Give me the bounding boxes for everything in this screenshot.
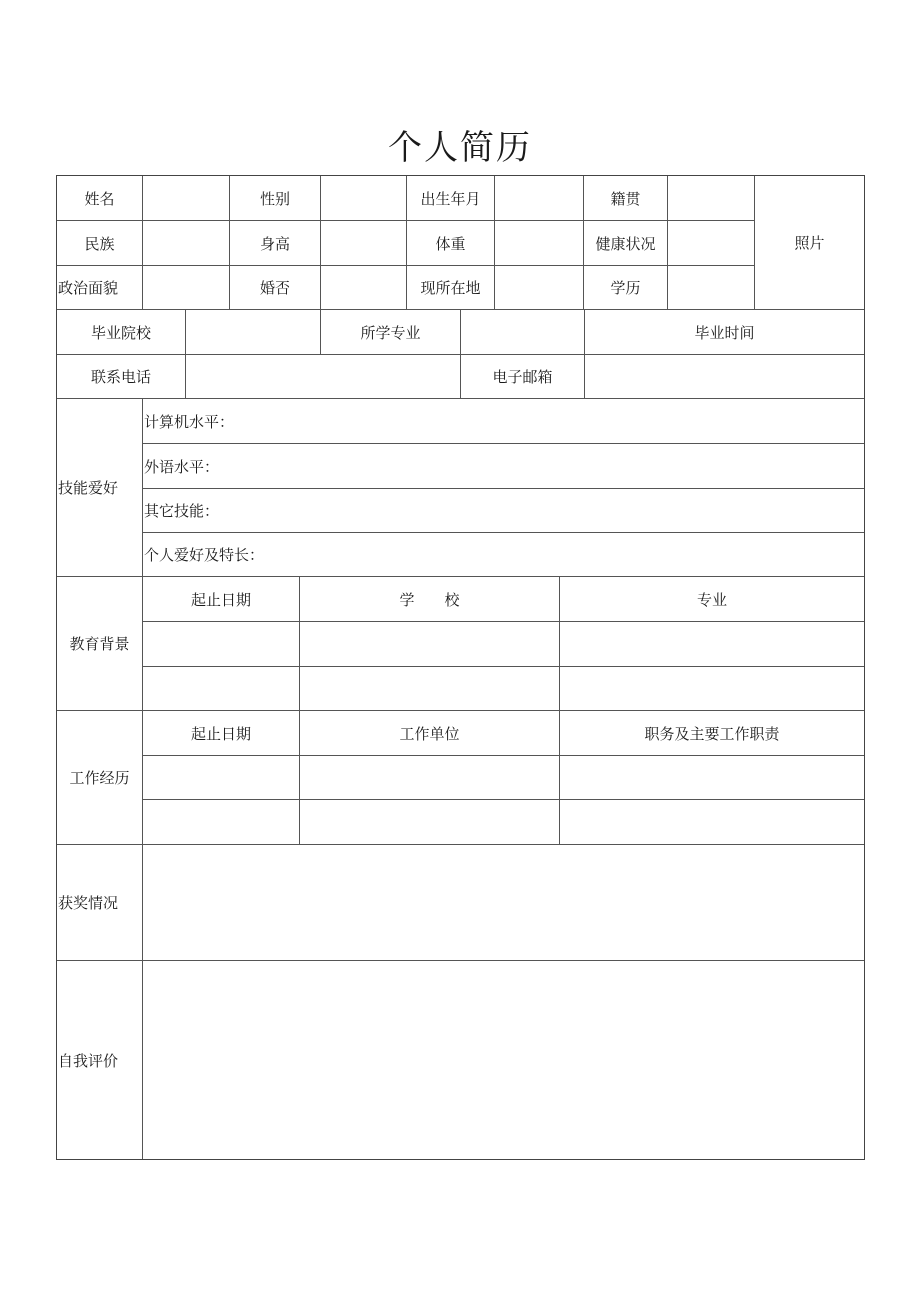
major-field[interactable] xyxy=(461,310,585,355)
work-row-employer[interactable] xyxy=(300,756,560,800)
education-row-dates[interactable] xyxy=(143,622,300,667)
work-row-duties[interactable] xyxy=(560,756,864,800)
birth-label: 出生年月 xyxy=(407,176,495,221)
education-row-school[interactable] xyxy=(300,667,560,711)
degree-label: 学历 xyxy=(584,266,668,310)
work-row-dates[interactable] xyxy=(143,800,300,845)
location-label: 现所在地 xyxy=(407,266,495,310)
education-label: 教育背景 xyxy=(57,577,143,711)
marital-status-label: 婚否 xyxy=(230,266,321,310)
native-place-label: 籍贯 xyxy=(584,176,668,221)
self-evaluation-field[interactable] xyxy=(143,961,864,1159)
health-label: 健康状况 xyxy=(584,221,668,266)
graduated-from-field[interactable] xyxy=(186,310,321,355)
major-label: 所学专业 xyxy=(321,310,461,355)
email-label: 电子邮箱 xyxy=(461,355,585,399)
work-row-dates[interactable] xyxy=(143,756,300,800)
hobbies-field[interactable]: 个人爱好及特长： xyxy=(143,533,864,577)
graduated-from-label: 毕业院校 xyxy=(57,310,186,355)
name-field[interactable] xyxy=(143,176,230,221)
name-label: 姓名 xyxy=(57,176,143,221)
native-place-field[interactable] xyxy=(668,176,755,221)
political-status-field[interactable] xyxy=(143,266,230,310)
ethnicity-field[interactable] xyxy=(143,221,230,266)
skills-label: 技能爱好 xyxy=(57,399,143,577)
work-col-duties: 职务及主要工作职责 xyxy=(560,711,864,756)
degree-field[interactable] xyxy=(668,266,755,310)
gender-field[interactable] xyxy=(321,176,407,221)
political-status-label: 政治面貌 xyxy=(57,266,143,310)
ethnicity-label: 民族 xyxy=(57,221,143,266)
height-label: 身高 xyxy=(230,221,321,266)
location-field[interactable] xyxy=(495,266,584,310)
email-field[interactable] xyxy=(585,355,864,399)
education-col-school: 学 校 xyxy=(300,577,560,622)
computer-level-field[interactable]: 计算机水平： xyxy=(143,399,864,444)
awards-label: 获奖情况 xyxy=(57,845,143,961)
phone-field[interactable] xyxy=(186,355,461,399)
work-col-dates: 起止日期 xyxy=(143,711,300,756)
education-row-major[interactable] xyxy=(560,667,864,711)
language-level-field[interactable]: 外语水平： xyxy=(143,444,864,489)
education-row-major[interactable] xyxy=(560,622,864,667)
graduation-time-label: 毕业时间 xyxy=(585,310,864,355)
education-col-dates: 起止日期 xyxy=(143,577,300,622)
health-field[interactable] xyxy=(668,221,755,266)
weight-label: 体重 xyxy=(407,221,495,266)
awards-field[interactable] xyxy=(143,845,864,961)
gender-label: 性别 xyxy=(230,176,321,221)
other-skills-field[interactable]: 其它技能： xyxy=(143,489,864,533)
work-row-duties[interactable] xyxy=(560,800,864,845)
self-evaluation-label: 自我评价 xyxy=(57,961,143,1159)
work-row-employer[interactable] xyxy=(300,800,560,845)
height-field[interactable] xyxy=(321,221,407,266)
work-col-employer: 工作单位 xyxy=(300,711,560,756)
education-col-major: 专业 xyxy=(560,577,864,622)
marital-status-field[interactable] xyxy=(321,266,407,310)
education-row-school[interactable] xyxy=(300,622,560,667)
weight-field[interactable] xyxy=(495,221,584,266)
work-label: 工作经历 xyxy=(57,711,143,845)
birth-field[interactable] xyxy=(495,176,584,221)
photo-box[interactable]: 照片 xyxy=(755,176,864,310)
page-title: 个人简历 xyxy=(388,128,532,168)
education-row-dates[interactable] xyxy=(143,667,300,711)
phone-label: 联系电话 xyxy=(57,355,186,399)
resume-form xyxy=(56,175,865,1160)
